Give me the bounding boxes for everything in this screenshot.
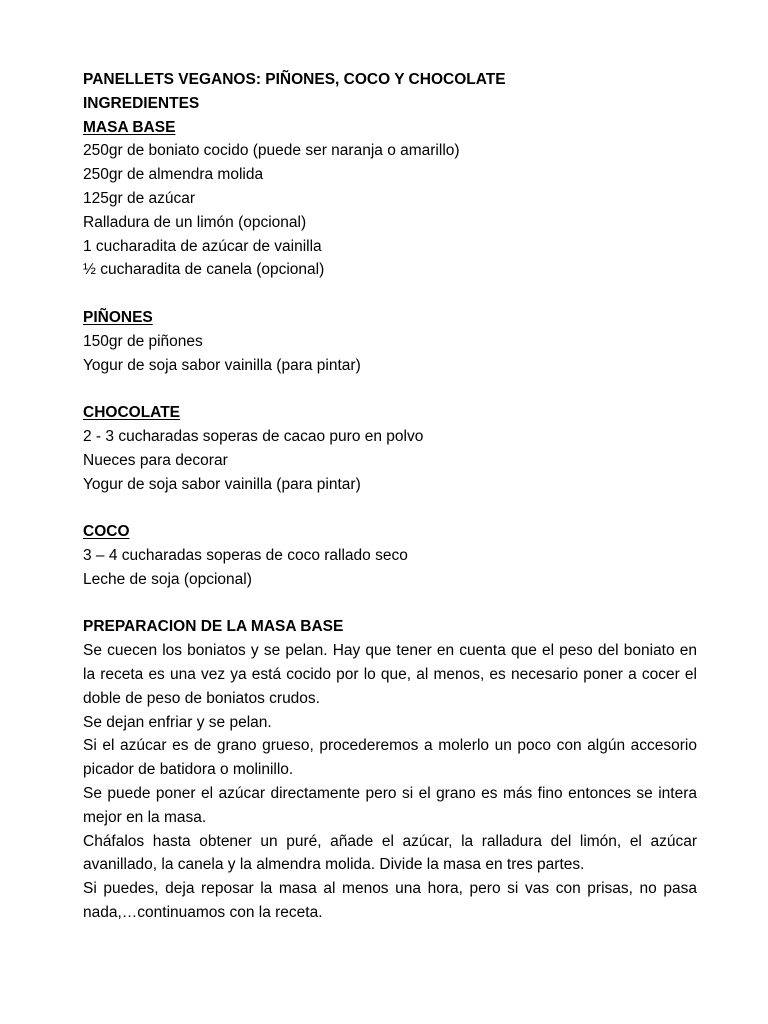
masa-base-item: Ralladura de un limón (opcional) (83, 213, 307, 231)
document-page (83, 68, 697, 925)
coco-item: 3 – 4 cucharadas soperas de coco rallado seco (83, 546, 408, 564)
chocolate-item: Yogur de soja sabor vainilla (para pintar) (83, 475, 361, 493)
chocolate-heading: CHOCOLATE (83, 404, 181, 422)
preparacion-paragraph: Si puedes, deja reposar la masa al menos una hora, pero si vas con prisas, no pasa nada,…continuamos con la receta. (83, 880, 697, 921)
preparacion-heading: PREPARACION DE LA MASA BASE (83, 618, 344, 636)
masa-base-item: 250gr de boniato cocido (puede ser naranja o amarillo) (83, 142, 460, 160)
ingredients-heading: INGREDIENTES (83, 94, 200, 112)
preparacion-section (83, 615, 697, 924)
masa-base-section (83, 116, 697, 283)
chocolate-section (83, 401, 697, 496)
coco-heading: COCO (83, 523, 130, 541)
masa-base-heading: MASA BASE (83, 118, 176, 136)
pinones-item: 150gr de piñones (83, 332, 203, 350)
masa-base-item: 125gr de azúcar (83, 189, 196, 207)
masa-base-item: 250gr de almendra molida (83, 166, 264, 184)
spacer (83, 377, 697, 401)
chocolate-item: Nueces para decorar (83, 451, 228, 469)
spacer (83, 496, 697, 520)
preparacion-paragraph: Si el azúcar es de grano grueso, procederemos a molerlo un poco con algún accesorio picador de batidora o molinillo. (83, 737, 697, 779)
masa-base-item: ½ cucharadita de canela (opcional) (83, 261, 325, 279)
coco-section (83, 520, 697, 591)
pinones-heading: PIÑONES (83, 308, 153, 326)
coco-item: Leche de soja (opcional) (83, 570, 252, 588)
preparacion-paragraph: Cháfalos hasta obtener un puré, añade el azúcar, la ralladura del limón, el azúcar avanillado, la canela y la almendra molida. Divide la masa en tres partes. (83, 832, 697, 874)
chocolate-item: 2 - 3 cucharadas soperas de cacao puro en polvo (83, 427, 424, 445)
recipe-title: PANELLETS VEGANOS: PIÑONES, COCO Y CHOCOLATE (83, 71, 506, 88)
pinones-section (83, 306, 697, 377)
pinones-item: Yogur de soja sabor vainilla (para pintar) (83, 356, 361, 374)
spacer (83, 592, 697, 616)
preparacion-paragraph: Se dejan enfriar y se pelan. (83, 713, 272, 731)
spacer (83, 282, 697, 306)
masa-base-item: 1 cucharadita de azúcar de vainilla (83, 237, 322, 255)
preparacion-paragraph: Se cuecen los boniatos y se pelan. Hay que tener en cuenta que el peso del boniato en la receta es una vez ya está cocido por lo que, al menos, es necesario poner a cocer el doble de peso de boniatos crudos. (83, 642, 697, 707)
preparacion-paragraph: Se puede poner el azúcar directamente pero si el grano es más fino entonces se intera mejor en la masa. (83, 784, 697, 826)
